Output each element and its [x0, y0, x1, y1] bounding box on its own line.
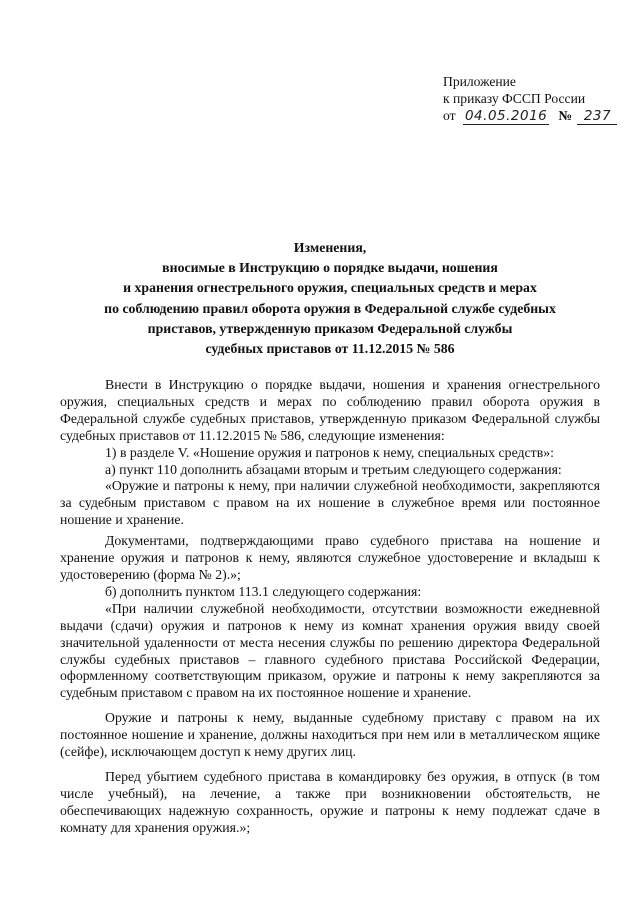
heading-line: вносимые в Инструкцию о порядке выдачи, ношения [162, 260, 498, 276]
heading-line: Изменения, [293, 240, 367, 255]
heading-line: по соблюдению правил оборота оружия в Федеральной службе судебных [104, 300, 556, 316]
appendix-title: Приложение [443, 74, 516, 89]
appendix-date-prefix: от [443, 108, 456, 123]
paragraph-quote-1: «Оружие и патроны к нему, при наличии служебной необходимости, закрепляются за судебным приставом с правом на их ношение в служебное время или постоянное ношение и хранение. [60, 478, 600, 528]
handwritten-date: 04.05.2016 [464, 108, 548, 124]
paragraph-quote-3: «При наличии служебной необходимости, отсутствии возможности ежедневной выдачи (сдачи) оружия и патронов к нему из комнат хранения оружия ввиду своей значительной удаленности от места несения службы по решению директора Федеральной службы судебных приставов – главного судебного пристава Российской Федерации, оформленному соответствующим приказом, оружие и патроны к нему закрепляются за судебным приставом с правом на их постоянное ношение и хранение. [60, 600, 600, 701]
heading-line: приставов, утвержденную приказом Федеральной службы [147, 320, 513, 336]
paragraph-quote-2: Документами, подтверждающими право судебного пристава на ношение и хранение оружия и патронов к нему, являются служебное удостоверение и вкладыш к удостоверению (форма № 2).»; [60, 533, 600, 582]
appendix-block [443, 73, 617, 125]
number-sign: № [558, 108, 573, 123]
document-heading [60, 238, 600, 359]
heading-line: судебных приставов от 11.12.2015 № 586 [205, 341, 455, 357]
paragraph-quote-4: Оружие и патроны к нему, выданные судебному приставу с правом на их постоянное ношение и хранение, должны находиться при нем или в металлическом ящике (сейфе), исключающем доступ к нему других лиц. [60, 710, 600, 760]
handwritten-order-number: 237 [577, 109, 617, 125]
heading-line: и хранения огнестрельного оружия, специальных средств и мерах [123, 280, 537, 296]
paragraph-item-1: 1) в разделе V. «Ношение оружия и патронов к нему, специальных средств»: [105, 444, 554, 460]
paragraph-quote-5: Перед убытием судебного пристава в командировку без оружия, в отпуск (в том числе учебный), на лечение, а также при возникновении обстоятельств, не обеспечивающих надежную сохранность, оружие и патроны к нему подлежат сдаче в комнату для хранения оружия.»; [60, 768, 600, 835]
paragraph-item-b: б) дополнить пунктом 113.1 следующего содержания: [105, 583, 422, 599]
appendix-order-ref: к приказу ФССП России [443, 91, 586, 106]
paragraph-intro: Внести в Инструкцию о порядке выдачи, ношения и хранения огнестрельного оружия, специальных средств и мерах по соблюдению правил оборота оружия в Федеральной службе судебных приставов, утвержденную приказом Федеральной службы судебных приставов от 11.12.2015 № 586, следующие изменения: [60, 377, 600, 443]
paragraph-item-a: а) пункт 110 дополнить абзацами вторым и третьим следующего содержания: [105, 461, 562, 477]
document-body [60, 377, 600, 837]
appendix-date-line [443, 107, 617, 125]
